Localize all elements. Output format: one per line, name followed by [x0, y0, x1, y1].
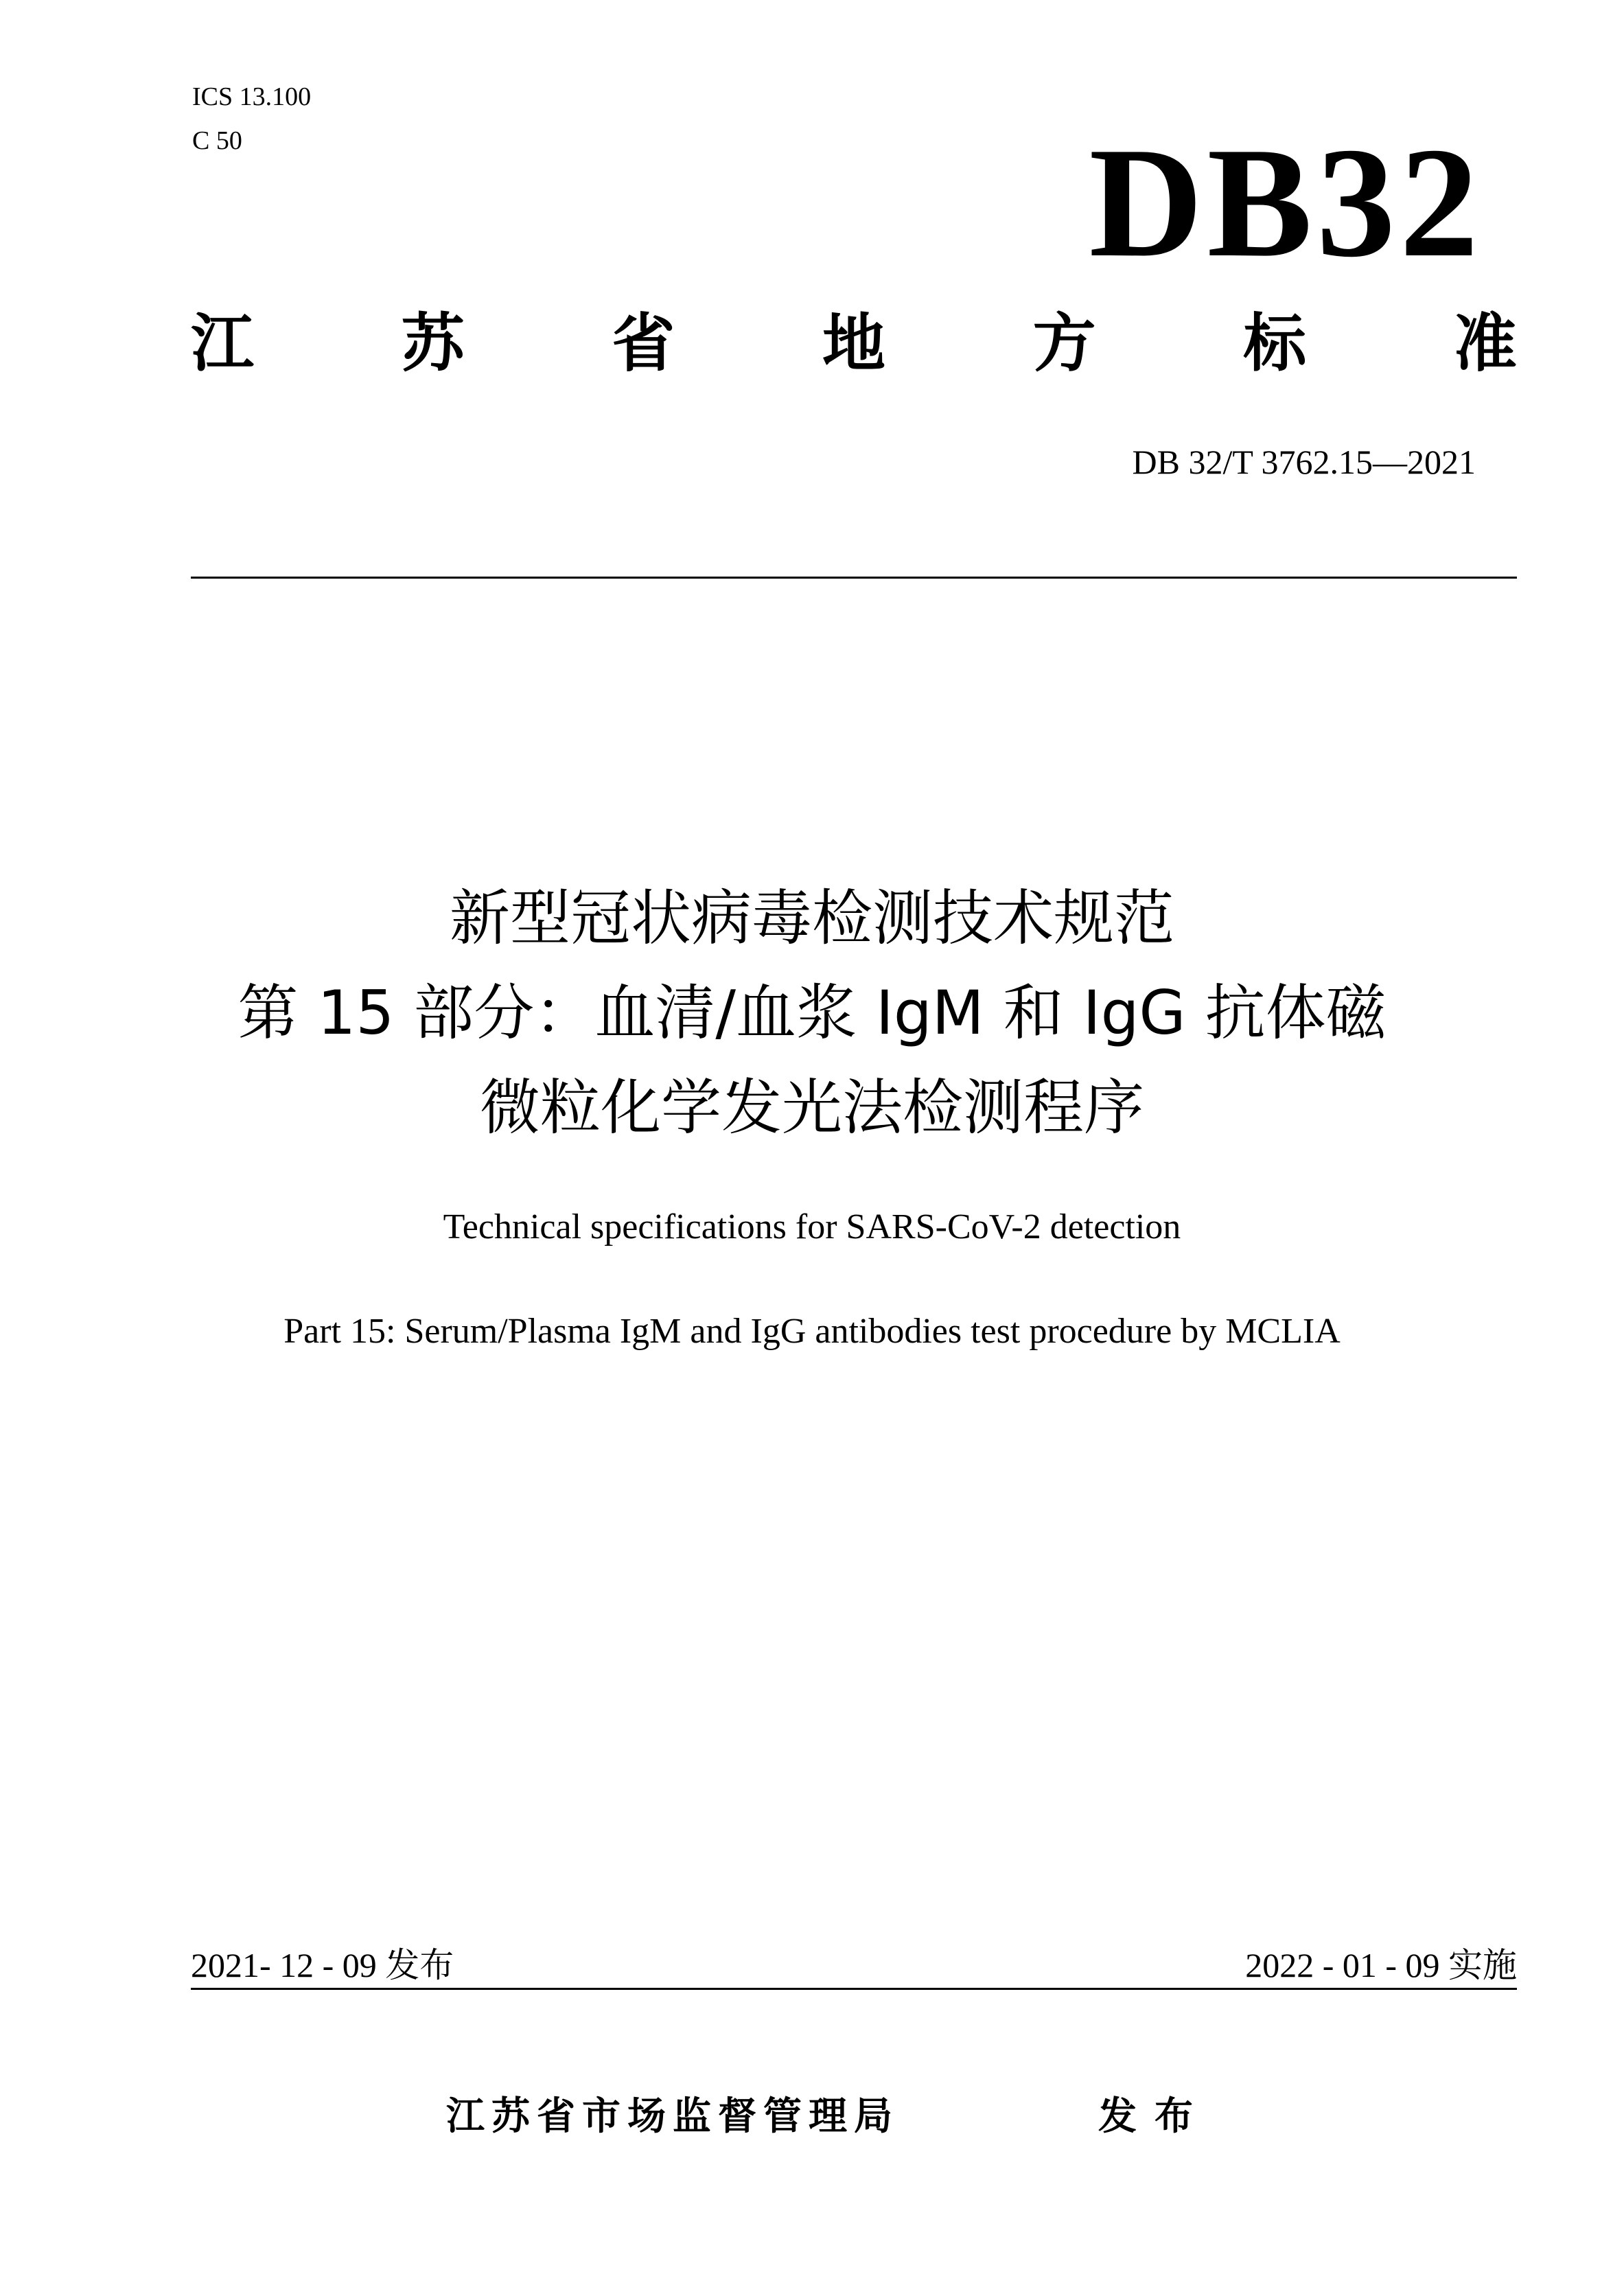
standard-type-char: 方	[1032, 307, 1096, 380]
standard-type-char: 准	[1453, 307, 1517, 380]
issuing-authority: 江苏省市场监督管理局	[446, 2094, 899, 2139]
ccs-code: C 50	[192, 126, 242, 155]
standard-logo: DB32	[1089, 115, 1483, 290]
issuing-action: 发布	[1098, 2094, 1211, 2139]
implementation-date: 2022 - 01 - 09 实施	[1245, 1946, 1517, 1984]
standard-type-char: 苏	[401, 307, 465, 380]
top-divider	[191, 577, 1517, 579]
title-zh-line-2: 第 15 部分：血清/血浆 IgM 和 IgG 抗体磁	[237, 977, 1387, 1048]
title-en-line-2: Part 15: Serum/Plasma IgM and IgG antibodies test procedure by MCLIA	[283, 1312, 1341, 1351]
standard-type-heading	[191, 307, 1517, 380]
title-en-line-1: Technical specifications for SARS-CoV-2 detection	[443, 1207, 1181, 1246]
standard-type-char: 地	[822, 307, 885, 380]
standard-type-char: 标	[1243, 307, 1307, 380]
bottom-divider	[191, 1988, 1517, 1990]
standard-type-char: 省	[612, 307, 675, 380]
issue-date: 2021- 12 - 09 发布	[191, 1946, 454, 1984]
standard-number: DB 32/T 3762.15—2021	[1132, 443, 1476, 481]
title-zh-line-1: 新型冠状病毒检测技术规范	[449, 883, 1174, 953]
standard-type-char: 江	[191, 307, 255, 380]
title-zh-line-3: 微粒化学发光法检测程序	[479, 1072, 1144, 1143]
ics-code: ICS 13.100	[192, 82, 312, 111]
